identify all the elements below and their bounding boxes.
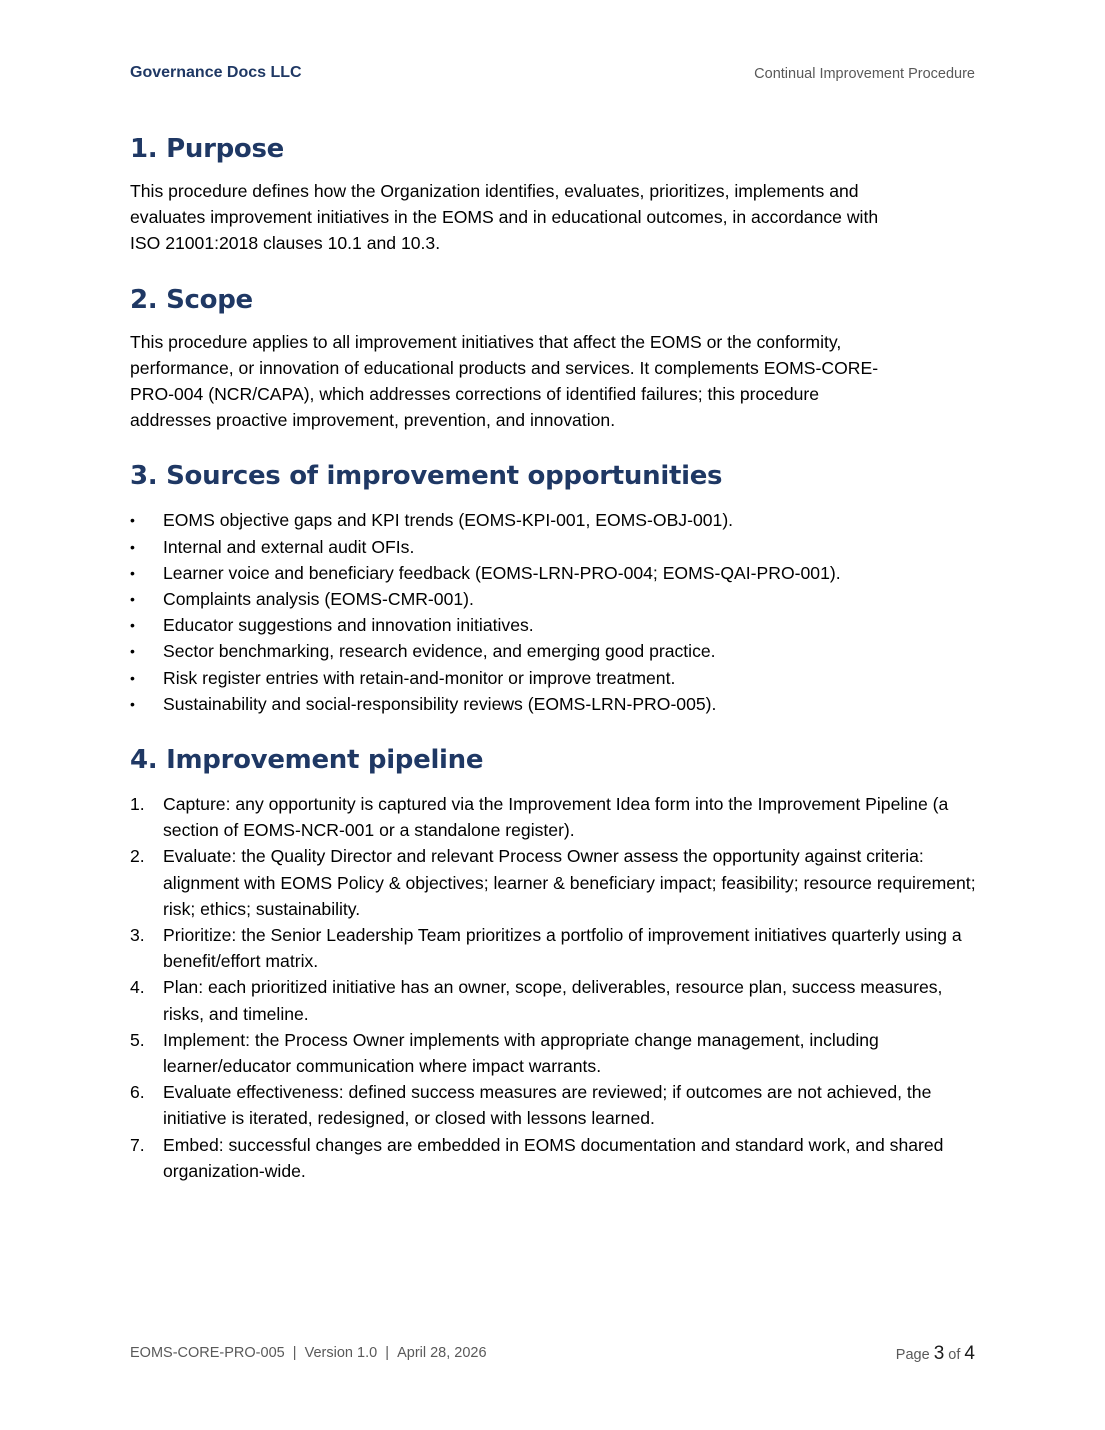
step-text: Capture: any opportunity is captured via the Improvement Idea form into the Improvement Pipeline (a section of EOMS-NCR-001 or a standalone register). (163, 794, 949, 841)
list-item-text: Internal and external audit OFIs. (163, 536, 415, 557)
bullet-icon: • (130, 564, 135, 581)
list-item (130, 843, 976, 922)
spacer (130, 257, 976, 279)
step-number: 4. (130, 977, 145, 998)
list-item (130, 638, 976, 664)
list-item (130, 586, 976, 612)
section-heading-sources: 3. Sources of improvement opportunities (130, 461, 723, 492)
list-item (130, 612, 976, 638)
spacer (130, 717, 976, 739)
bullet-icon: • (130, 669, 135, 686)
step-text: Evaluate: the Quality Director and relevant Process Owner assess the opportunity against criteria: alignment with EOMS Policy & objectives; learner & beneficiary impact; feasibility; resource requirement; risk; ethics; sustainability. (163, 846, 976, 919)
page-number (896, 1343, 975, 1365)
step-number: 3. (130, 925, 145, 946)
step-number: 6. (130, 1082, 145, 1103)
page-header (130, 64, 975, 88)
step-text: Plan: each prioritized initiative has an owner, scope, deliverables, resource plan, success measures, risks, and timeline. (163, 977, 943, 1024)
list-item (130, 665, 976, 691)
step-number: 2. (130, 846, 145, 867)
list-item (130, 791, 976, 843)
list-item-text: Educator suggestions and innovation initiatives. (163, 615, 534, 636)
document-version: Version 1.0 (304, 1345, 378, 1361)
sources-list (130, 507, 976, 717)
bullet-icon: • (130, 617, 135, 634)
step-number: 1. (130, 794, 145, 815)
page-current: 3 (933, 1343, 945, 1364)
bullet-icon: • (130, 643, 135, 660)
separator: | (292, 1345, 297, 1361)
list-item (130, 691, 976, 717)
list-item (130, 1027, 976, 1079)
company-name: Governance Docs LLC (130, 64, 302, 81)
list-item (130, 534, 976, 560)
list-item (130, 1079, 976, 1131)
step-text: Embed: successful changes are embedded in EOMS documentation and standard work, and shared organization-wide. (163, 1134, 944, 1181)
list-item (130, 922, 976, 974)
list-item (130, 974, 976, 1026)
bullet-icon: • (130, 538, 135, 555)
list-item-text: Sustainability and social-responsibility reviews (EOMS-LRN-PRO-005). (163, 693, 717, 714)
scope-paragraph: This procedure applies to all improvement initiatives that affect the EOMS or the conformity, performance, or innovation of educational products and services. It complements EOMS-CORE- PRO-004 (NCR/CAPA), which addresses corrections of identified failures; this procedure addresses proactive improvement, prevention, and innovation. (130, 331, 879, 431)
section-heading-purpose: 1. Purpose (130, 134, 284, 164)
bullet-icon: • (130, 591, 135, 608)
document-meta (130, 1345, 487, 1361)
page-footer (130, 1343, 975, 1367)
pipeline-steps-list (130, 791, 976, 1184)
document-body (130, 128, 976, 1184)
step-number: 5. (130, 1029, 145, 1050)
section-heading-scope: 2. Scope (130, 284, 253, 315)
list-item (130, 507, 976, 533)
list-item (130, 1132, 976, 1184)
purpose-paragraph: This procedure defines how the Organization identifies, evaluates, prioritizes, implements and evaluates improvement initiatives in the EOMS and in educational outcomes, in accordance with ISO 21001:2018 clauses 10.1 and 10.3. (130, 181, 879, 254)
list-item-text: Complaints analysis (EOMS-CMR-001). (163, 589, 474, 610)
list-item-text: EOMS objective gaps and KPI trends (EOMS-KPI-001, EOMS-OBJ-001). (163, 510, 734, 531)
section-heading-pipeline: 4. Improvement pipeline (130, 745, 484, 776)
spacer (130, 433, 976, 455)
page-of-label: of (948, 1347, 961, 1363)
document-title: Continual Improvement Procedure (754, 66, 975, 82)
list-item (130, 560, 976, 586)
step-text: Implement: the Process Owner implements with appropriate change management, including learner/educator communication where impact warrants. (163, 1029, 879, 1077)
bullet-icon: • (130, 695, 135, 712)
step-text: Prioritize: the Senior Leadership Team prioritizes a portfolio of improvement initiatives quarterly using a benefit/effort matrix. (163, 925, 962, 972)
list-item-text: Learner voice and beneficiary feedback (EOMS-LRN-PRO-004; EOMS-QAI-PRO-001). (163, 562, 841, 583)
separator: | (385, 1345, 390, 1361)
list-item-text: Sector benchmarking, research evidence, and emerging good practice. (163, 641, 716, 662)
step-number: 7. (130, 1134, 145, 1155)
document-date: April 28, 2026 (397, 1345, 487, 1361)
bullet-icon: • (130, 512, 135, 529)
list-item-text: Risk register entries with retain-and-monitor or improve treatment. (163, 667, 676, 688)
document-id: EOMS-CORE-PRO-005 (130, 1345, 285, 1361)
page-total: 4 (964, 1343, 975, 1364)
step-text: Evaluate effectiveness: defined success measures are reviewed; if outcomes are not achieved, the initiative is iterated, redesigned, or closed with lessons learned. (163, 1082, 932, 1129)
page-label: Page (895, 1347, 930, 1363)
